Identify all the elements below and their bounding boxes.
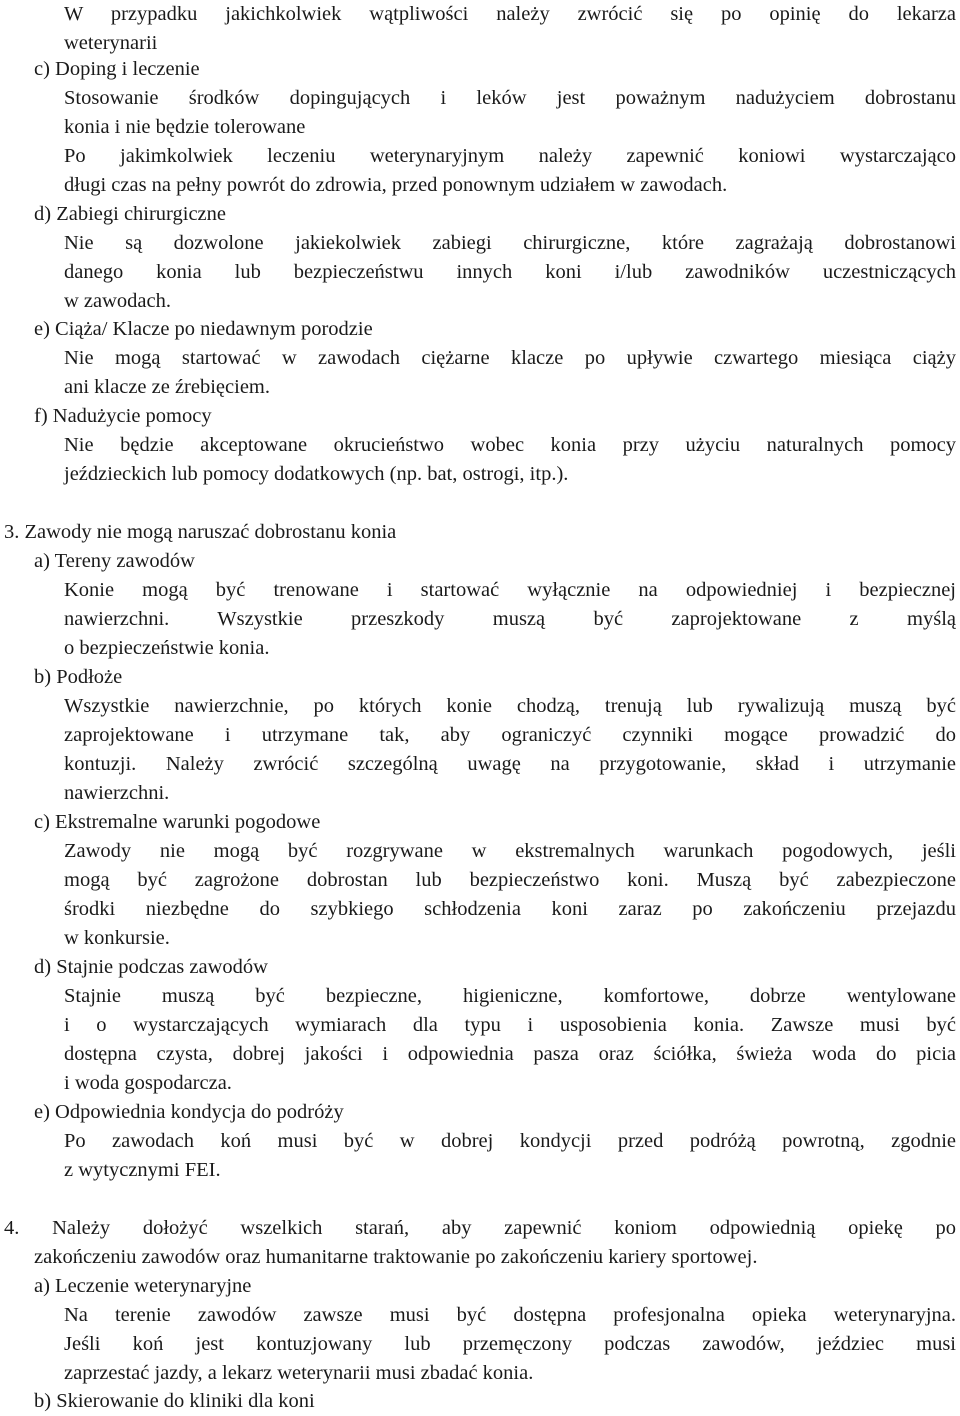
text-line: danego konia lub bezpieczeństwu innych koni i/lub zawodników uczestniczących bbox=[64, 261, 956, 283]
text-line: nawierzchni. bbox=[64, 782, 170, 804]
text-line: Po zawodach koń musi być w dobrej kondycji przed podróżą powrotną, zgodnie bbox=[64, 1130, 956, 1152]
section-heading: a) Tereny zawodów bbox=[34, 550, 195, 572]
section-heading: a) Leczenie weterynaryjne bbox=[34, 1275, 252, 1297]
section-heading: d) Stajnie podczas zawodów bbox=[34, 956, 268, 978]
section-heading: b) Skierowanie do kliniki dla koni bbox=[34, 1390, 315, 1412]
text-line: weterynarii bbox=[64, 32, 158, 54]
text-line: dostępna czysta, dobrej jakości i odpowiednia pasza oraz ściółka, świeża woda do picia bbox=[64, 1043, 956, 1065]
text-line: Stajnie muszą być bezpieczne, higieniczne, komfortowe, dobrze wentylowane bbox=[64, 985, 956, 1007]
text-line: mogą być zagrożone dobrostan lub bezpieczeństwo koni. Muszą być zabezpieczone bbox=[64, 869, 956, 891]
text-line: W przypadku jakichkolwiek wątpliwości należy zwrócić się po opinię do lekarza bbox=[64, 3, 956, 25]
section-heading: e) Odpowiednia kondycja do podróży bbox=[34, 1101, 344, 1123]
text-line: ani klacze ze źrebięciem. bbox=[64, 376, 270, 398]
text-line: konia i nie będzie tolerowane bbox=[64, 116, 306, 138]
text-line: o bezpieczeństwie konia. bbox=[64, 637, 270, 659]
section-heading: c) Ekstremalne warunki pogodowe bbox=[34, 811, 321, 833]
text-line: Zawody nie mogą być rozgrywane w ekstremalnych warunkach pogodowych, jeśli bbox=[64, 840, 956, 862]
text-line: Jeśli koń jest kontuzjowany lub przemęczony podczas zawodów, jeździec musi bbox=[64, 1333, 956, 1355]
text-line: Nie będzie akceptowane okrucieństwo wobec konia przy użyciu naturalnych pomocy bbox=[64, 434, 956, 456]
text-line: długi czas na pełny powrót do zdrowia, przed ponownym udziałem w zawodach. bbox=[64, 174, 728, 196]
text-line: Na terenie zawodów zawsze musi być dostępna profesjonalna opieka weterynaryjna. bbox=[64, 1304, 956, 1326]
text-line: zaprzestać jazdy, a lekarz weterynarii musi zbadać konia. bbox=[64, 1362, 534, 1384]
section-heading: f) Nadużycie pomocy bbox=[34, 405, 212, 427]
numbered-section-heading: 4. Należy dołożyć wszelkich starań, aby zapewnić koniom odpowiednią opiekę po bbox=[4, 1217, 956, 1239]
text-line: Konie mogą być trenowane i startować wyłącznie na odpowiedniej i bezpiecznej bbox=[64, 579, 956, 601]
text-line: nawierzchni. Wszystkie przeszkody muszą być zaprojektowane z myślą bbox=[64, 608, 956, 630]
text-line: zakończeniu zawodów oraz humanitarne traktowanie po zakończeniu kariery sportowej. bbox=[34, 1246, 758, 1268]
text-line: środki niezbędne do szybkiego schłodzenia koni zaraz po zakończeniu przejazdu bbox=[64, 898, 956, 920]
text-line: Nie mogą startować w zawodach ciężarne klacze po upływie czwartego miesiąca ciąży bbox=[64, 347, 956, 369]
text-line: i woda gospodarcza. bbox=[64, 1072, 232, 1094]
section-heading: e) Ciąża/ Klacze po niedawnym porodzie bbox=[34, 318, 373, 340]
text-line: z wytycznymi FEI. bbox=[64, 1159, 221, 1181]
text-line: i o wystarczających wymiarach dla typu i usposobienia konia. Zawsze musi być bbox=[64, 1014, 956, 1036]
text-line: Po jakimkolwiek leczeniu weterynaryjnym należy zapewnić koniowi wystarczająco bbox=[64, 145, 956, 167]
section-heading: d) Zabiegi chirurgiczne bbox=[34, 203, 227, 225]
text-line: kontuzji. Należy zwrócić szczególną uwagę na przygotowanie, skład i utrzymanie bbox=[64, 753, 956, 775]
text-line: zaprojektowane i utrzymane tak, aby ograniczyć czynniki mogące prowadzić do bbox=[64, 724, 956, 746]
section-heading: c) Doping i leczenie bbox=[34, 58, 200, 80]
text-line: w konkursie. bbox=[64, 927, 170, 949]
section-heading: b) Podłoże bbox=[34, 666, 123, 688]
text-line: w zawodach. bbox=[64, 290, 172, 312]
text-line: Wszystkie nawierzchnie, po których konie chodzą, trenują lub rywalizują muszą być bbox=[64, 695, 956, 717]
numbered-section-heading: 3. Zawody nie mogą naruszać dobrostanu konia bbox=[4, 521, 397, 543]
text-line: Nie są dozwolone jakiekolwiek zabiegi chirurgiczne, które zagrażają dobrostanowi bbox=[64, 232, 956, 254]
text-line: Stosowanie środków dopingujących i leków jest poważnym nadużyciem dobrostanu bbox=[64, 87, 956, 109]
text-line: jeździeckich lub pomocy dodatkowych (np. bat, ostrogi, itp.). bbox=[64, 463, 569, 485]
